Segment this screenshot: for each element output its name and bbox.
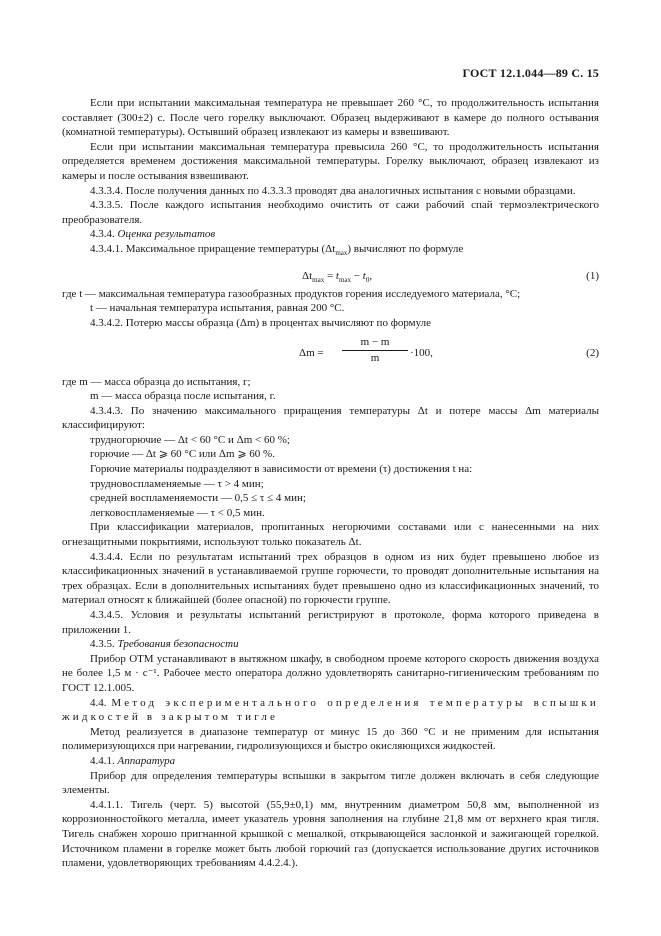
- paragraph: 4.3.4.5. Условия и результаты испытаний регистрируют в протоколе, форма которого приведена в приложении 1.: [62, 609, 599, 636]
- formula-text: Δt: [302, 269, 313, 282]
- section-title: Требования безопасности: [117, 638, 239, 651]
- where-clause: где t — максимальная температура газообразных продуктов горения исследуемого материала, °С;: [62, 287, 521, 300]
- paragraph: Прибор для определения температуры вспышки в закрытом тигле должен включать в себя следующие элементы.: [62, 769, 599, 797]
- paragraph: 4.3.4.3. По значению максимального приращения температуры Δt и потере массы Δm материалы классифицируют:: [62, 404, 599, 432]
- paragraph: 4.3.3.5. После каждого испытания необходимо очистить от сажи рабочий спай термоэлектрического преобразователя.: [62, 199, 599, 226]
- paragraph: Горючие материалы подразделяют в зависимости от времени (τ) достижения t на:: [90, 463, 473, 476]
- section-heading: [62, 696, 599, 725]
- classification-item: легковоспламеняемые — τ < 0,5 мин.: [90, 506, 265, 519]
- paragraph: 4.3.3.4. После получения данных по 4.3.3.3 проводят два аналогичных испытания с новыми образцами.: [90, 184, 576, 197]
- paragraph: При классификации материалов, пропитанных негорючими составами или с нанесенными на них огнезащитными покрытиями, используют только показатель Δt.: [62, 521, 599, 549]
- document-body: [62, 96, 599, 871]
- paragraph-text: ) вычисляют по формуле: [347, 242, 464, 255]
- paragraph: [62, 242, 599, 261]
- where-clause: где m — масса образца до испытания, г;: [62, 375, 251, 388]
- classification-item: средней воспламеняемости — 0,5 ≤ τ ≤ 4 мин;: [90, 492, 306, 505]
- paragraph: 4.3.4.4. Если по результатам испытаний трех образцов в одном из них будет превышено любое из классификационных значений в устанавливаемой группе горючести, то проводят дополнительные испытания на трех образцах. Если в дополнительных испытаниях будет превышено одно из классификационных значений, то материал относят к ближайшей (более опасной) по горючести группе.: [62, 550, 599, 607]
- section-heading: [62, 637, 599, 652]
- where-clause: m — масса образца после испытания, г.: [90, 390, 276, 403]
- section-title: Аппаратура: [117, 754, 176, 767]
- paragraph: 4.4.1.1. Тигель (черт. 5) высотой (55,9±0,1) мм, внутренним диаметром 50,8 мм, выполненной из коррозионностойкого металла, имеет указатель уровня заполнения на глубине 21,8 мм от верхнего края тигля. Тигель снабжен хорошо пригнанной крышкой с мешалкой, открывающейся заслонкой и зажигающей горелкой. Источником пламени в горелке может быть любой горючий газ (допускается использование других источников пламени, удовлетворяющих требованиям 4.4.2.4.).: [62, 798, 599, 870]
- section-number: 4.3.5.: [90, 638, 115, 651]
- page-header: ГОСТ 12.1.044—89 С. 15: [462, 66, 599, 80]
- formula-lhs: Δm =: [299, 346, 324, 359]
- section-title: Оценка результатов: [117, 228, 216, 241]
- where-clause: t — начальная температура испытания, равная 200 °С.: [90, 302, 345, 315]
- section-number: 4.4.: [90, 696, 107, 709]
- formula-rhs: ·100,: [410, 346, 433, 359]
- paragraph-text: 4.3.4.1. Максимальное приращение температуры (Δt: [90, 242, 336, 255]
- formula-number: (1): [586, 269, 599, 282]
- paragraph: Прибор ОТМ устанавливают в вытяжном шкафу, в свободном проеме которого скорость движения воздуха не более 1,5 м · с⁻¹. Рабочее место оператора должно удовлетворять санитарно-гигиеническим требованиям по ГОСТ 12.1.005.: [62, 652, 599, 694]
- fraction-denominator: m: [370, 352, 380, 365]
- paragraph: 4.3.4.2. Потерю массы образца (Δm) в процентах вычисляют по формуле: [90, 316, 431, 329]
- formula-2: [62, 335, 599, 371]
- section-title: Метод экспериментального определения температуры вспышки жидкостей в закрытом тигле: [62, 696, 600, 724]
- fraction-numerator: m − m: [342, 335, 408, 352]
- section-heading: [62, 227, 599, 242]
- formula-expression: $\Delta t_{max} = t_{max} - t_0$,: [302, 269, 373, 284]
- formula-1: [62, 266, 599, 285]
- subscript: max: [335, 249, 348, 258]
- classification-item: трудногорючие — Δt < 60 °С и Δm < 60 %;: [90, 433, 290, 446]
- section-heading: [62, 754, 599, 769]
- classification-item: трудновоспламеняемые — τ > 4 мин;: [90, 477, 264, 490]
- paragraph: Если при испытании максимальная температура превысила 260 °С, то продолжительность испытания определяется временем достижения максимальной температуры. Горелку выключают, образец извлекают из камеры и после остывания взвешивают.: [62, 140, 599, 182]
- paragraph: Если при испытании максимальная температура не превышает 260 °С, то продолжительность испытания составляет (300±2) с. После чего горелку выключают. Образец выдерживают в камере до полного остывания (комнатной температуры). Остывший образец извлекают из камеры и взвешивают.: [62, 97, 599, 139]
- formula-fraction: [342, 335, 408, 366]
- classification-item: горючие — Δt ⩾ 60 °С или Δm ⩾ 60 %.: [90, 448, 275, 461]
- paragraph: Метод реализуется в диапазоне температур от минус 15 до 360 °С и не применим для испытания полимеризующихся при нагревании, гидролизующихся и быстро окисляющихся жидкостей.: [62, 725, 599, 753]
- section-number: 4.3.4.: [90, 228, 115, 241]
- formula-number: (2): [586, 346, 599, 359]
- section-number: 4.4.1.: [90, 754, 115, 767]
